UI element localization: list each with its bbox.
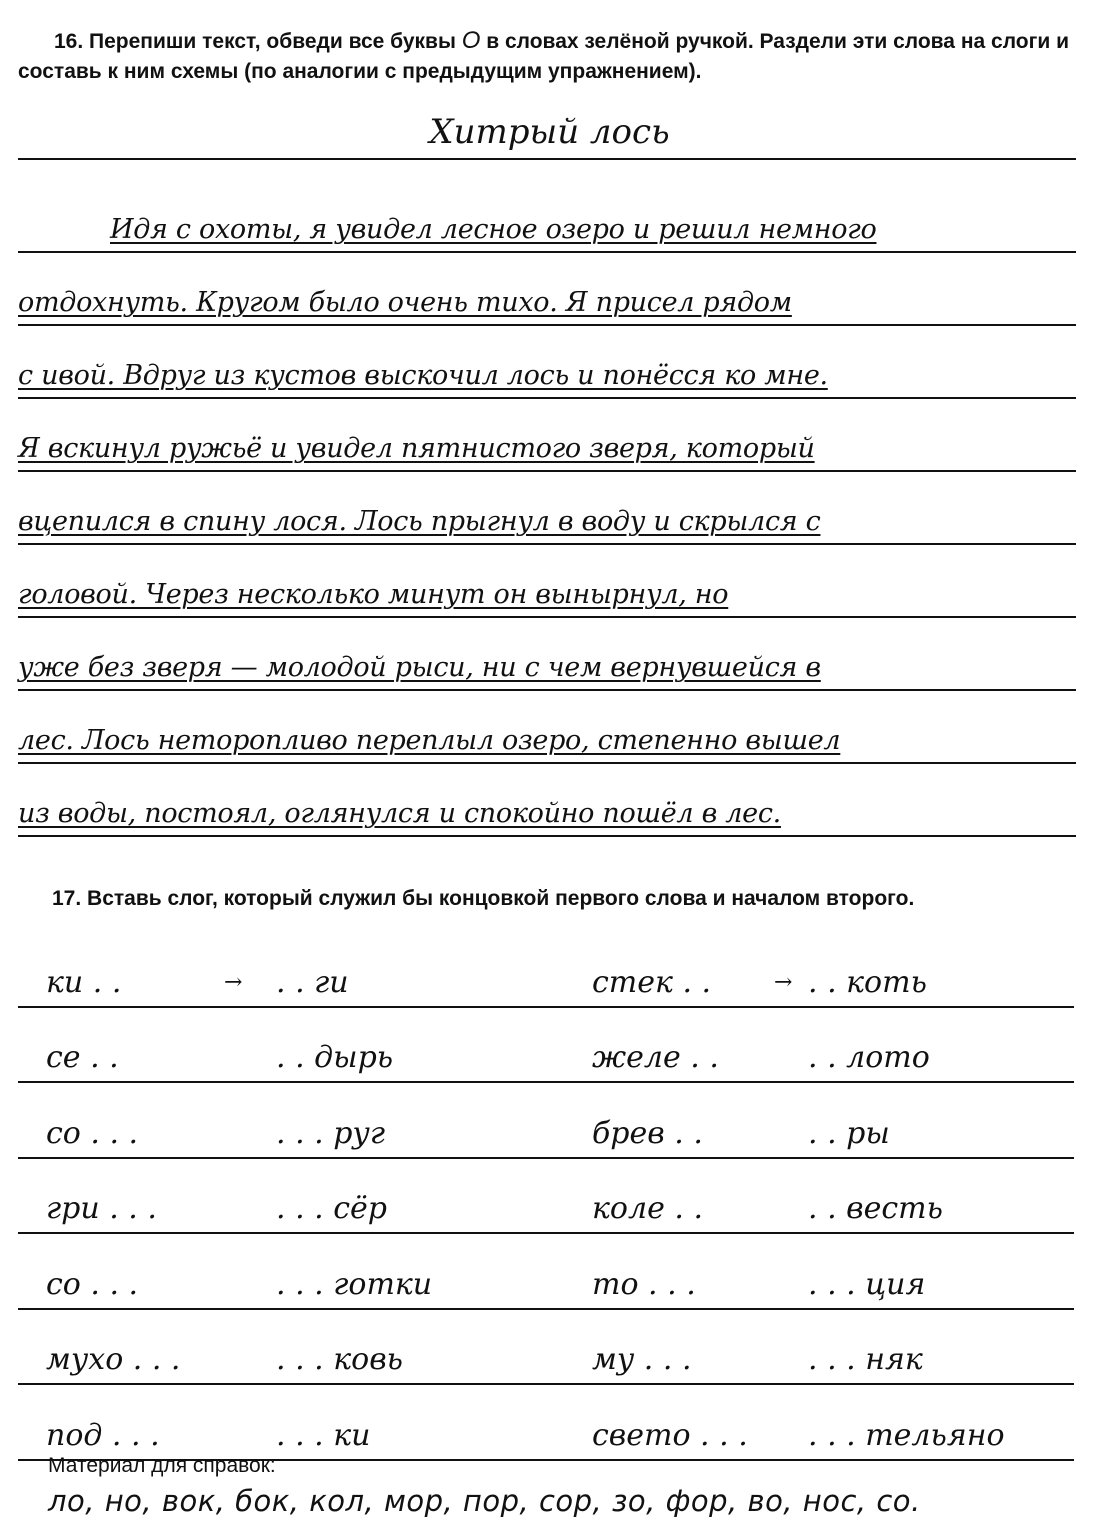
title-ruled-line	[18, 158, 1076, 160]
story-line-text: Я вскинул ружьё и увидел пятнистого зверя, который	[18, 433, 815, 464]
story-line	[18, 764, 1076, 837]
story-line	[18, 691, 1076, 764]
word-b-end: . . лото	[808, 1040, 930, 1075]
reference-label: Материал для справок:	[48, 1454, 276, 1477]
story-line-text: вцепился в спину лося. Лось прыгнул в воду и скрылся с	[18, 506, 821, 537]
story-line	[18, 326, 1076, 399]
word-b-end: . . . няк	[808, 1342, 923, 1377]
story-line-text: отдохнуть. Кругом было очень тихо. Я присел рядом	[18, 287, 792, 318]
syllable-row	[18, 1385, 1074, 1461]
word-a-start: под . . .	[46, 1417, 160, 1453]
word-b-end: . . весть	[808, 1191, 943, 1226]
word-a-start: мухо . . .	[46, 1342, 181, 1377]
word-b-end: . . коть	[808, 964, 927, 1000]
handwritten-story	[18, 180, 1076, 837]
instruction-letter-o: О	[461, 27, 481, 54]
arrow-icon: →	[224, 969, 243, 995]
story-line	[18, 545, 1076, 618]
word-b-start: стек . .	[592, 964, 712, 1000]
exercise-16-instruction	[18, 26, 1080, 87]
word-a-end: . . . ковь	[276, 1342, 403, 1377]
word-a-start: со . . .	[46, 1115, 139, 1151]
instruction-part-b: в словах зелёной ручкой. Раздели эти слова на слоги и составь к ним схемы (по аналогии с предыдущим упражнением).	[18, 30, 1069, 83]
word-a-end: . . ги	[276, 964, 349, 1000]
word-a-start: гри . . .	[46, 1191, 157, 1226]
word-a-end: . . . ки	[276, 1417, 371, 1453]
syllable-row	[18, 1083, 1074, 1159]
story-line	[18, 399, 1076, 472]
word-b-end: . . . ция	[808, 1266, 926, 1302]
word-b-start: му . . .	[592, 1342, 692, 1377]
word-b-end: . . . тельяно	[808, 1417, 1005, 1453]
word-a-end: . . . сёр	[276, 1191, 387, 1226]
story-line	[18, 180, 1076, 253]
story-line	[18, 618, 1076, 691]
story-line	[18, 253, 1076, 326]
story-line-text: головой. Через несколько минут он вынырнул, но	[18, 579, 729, 610]
story-title: Хитрый лось	[429, 112, 670, 152]
exercise-17-instruction: 17. Вставь слог, который служил бы концовкой первого слова и началом второго.	[52, 887, 915, 910]
syllable-row	[18, 932, 1074, 1008]
word-b-end: . . ры	[808, 1115, 890, 1151]
syllable-exercise	[18, 932, 1074, 1461]
story-line-text: лес. Лось неторопливо переплыл озеро, степенно вышел	[18, 725, 841, 756]
story-line-text: из воды, постоял, оглянулся и спокойно пошёл в лес.	[18, 798, 781, 829]
syllable-row	[18, 1234, 1074, 1310]
word-b-start: коле . .	[592, 1191, 703, 1226]
instruction-part-a: 16. Перепиши текст, обведи все буквы	[54, 30, 462, 53]
word-b-start: брев . .	[592, 1115, 703, 1151]
word-b-start: то . . .	[592, 1266, 696, 1302]
syllable-row	[18, 1310, 1074, 1386]
story-line	[18, 472, 1076, 545]
syllable-row	[18, 1159, 1074, 1235]
reference-words: ло, но, вок, бок, кол, мор, пор, сор, зо, фор, во, нос, со.	[48, 1484, 921, 1518]
word-a-end: . . . готки	[276, 1266, 433, 1302]
word-a-end: . . . руг	[276, 1115, 385, 1151]
word-b-start: свето . . .	[592, 1417, 748, 1453]
word-b-start: желе . .	[592, 1040, 719, 1075]
arrow-icon: →	[774, 969, 793, 995]
syllable-row	[18, 1008, 1074, 1084]
word-a-end: . . дырь	[276, 1040, 394, 1075]
word-a-start: се . .	[46, 1040, 119, 1075]
story-line-text: Идя с охоты, я увидел лесное озеро и решил немного	[110, 214, 877, 245]
word-a-start: со . . .	[46, 1266, 139, 1302]
story-line-text: с ивой. Вдруг из кустов выскочил лось и понёсся ко мне.	[18, 360, 828, 391]
word-a-start: ки . .	[46, 964, 122, 1000]
story-line-text: уже без зверя — молодой рыси, ни с чем вернувшейся в	[18, 652, 821, 683]
